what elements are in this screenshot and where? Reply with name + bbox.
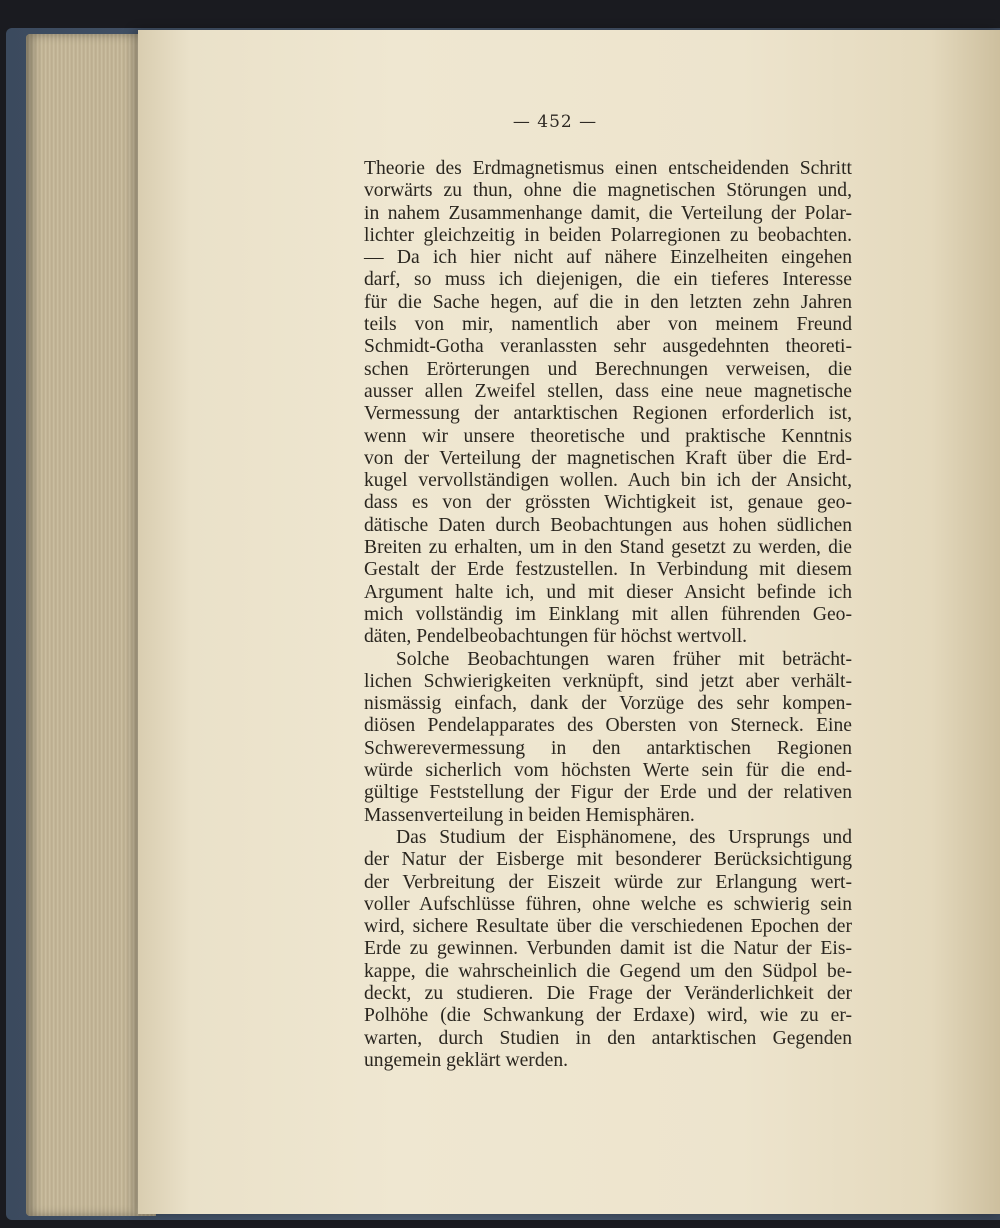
text-line: schen Erörterungen und Berechnungen verweisen, die	[364, 358, 852, 380]
text-line: teils von mir, namentlich aber von meinem Freund	[364, 314, 852, 336]
text-line: Das Studium der Eisphänomene, des Ursprungs und	[396, 826, 852, 848]
text-line: dass es von der grössten Wichtigkeit ist, genaue geo-	[364, 492, 852, 514]
text-line: kugel vervollständigen wollen. Auch bin ich der Ansicht,	[364, 470, 852, 492]
text-line: Argument halte ich, und mit dieser Ansicht befinde ich	[364, 581, 852, 603]
text-line: vorwärts zu thun, ohne die magnetischen Störungen und,	[364, 180, 852, 202]
text-line: wenn wir unsere theoretische und praktische Kenntnis	[364, 425, 852, 447]
body-text	[364, 158, 852, 1072]
text-line: in nahem Zusammenhange damit, die Verteilung der Polar-	[364, 202, 852, 224]
text-line: gültige Feststellung der Figur der Erde und der relativen	[364, 782, 852, 804]
text-line: Gestalt der Erde festzustellen. In Verbindung mit diesem	[364, 559, 852, 581]
text-line: Massenverteilung in beiden Hemisphären.	[364, 804, 695, 826]
text-line: kappe, die wahrscheinlich die Gegend um den Südpol be-	[364, 960, 852, 982]
text-line: ausser allen Zweifel stellen, dass eine neue magnetische	[364, 380, 852, 402]
text-line: mich vollständig im Einklang mit allen führenden Geo-	[364, 603, 852, 625]
text-line: däten, Pendelbeobachtungen für höchst wertvoll.	[364, 626, 748, 648]
text-line: Vermessung der antarktischen Regionen erforderlich ist,	[364, 403, 852, 425]
text-line: diösen Pendelapparates des Obersten von Sterneck. Eine	[364, 715, 852, 737]
text-line: voller Aufschlüsse führen, ohne welche es schwierig sein	[364, 893, 852, 915]
text-line: ungemein geklärt werden.	[364, 1049, 569, 1071]
text-line: darf, so muss ich diejenigen, die ein tieferes Interesse	[364, 269, 852, 291]
page-number: — 452 —	[512, 112, 598, 132]
text-line: Theorie des Erdmagnetismus einen entscheidenden Schritt	[364, 158, 852, 179]
text-line: — Da ich hier nicht auf nähere Einzelheiten eingehen	[364, 247, 852, 269]
text-line: lichter gleichzeitig in beiden Polarregionen zu beobachten.	[364, 224, 852, 246]
page-edges	[26, 34, 156, 1216]
text-line: nismässig einfach, dank der Vorzüge des sehr kompen-	[364, 693, 852, 715]
text-line: würde sicherlich vom höchsten Werte sein für die end-	[364, 760, 852, 782]
text-line: für die Sache hegen, auf die in den letzten zehn Jahren	[364, 291, 852, 313]
text-line: wird, sichere Resultate über die verschiedenen Epochen der	[364, 916, 852, 938]
text-line: Polhöhe (die Schwankung der Erdaxe) wird, wie zu er-	[364, 1005, 852, 1027]
text-line: Erde zu gewinnen. Verbunden damit ist die Natur der Eis-	[364, 938, 852, 960]
text-line: Schwerevermessung in den antarktischen Regionen	[364, 737, 852, 759]
text-line: lichen Schwierigkeiten verknüpft, sind jetzt aber verhält-	[364, 670, 852, 692]
text-line: der Verbreitung der Eiszeit würde zur Erlangung wert-	[364, 871, 852, 893]
text-line: Breiten zu erhalten, um in den Stand gesetzt zu werden, die	[364, 537, 852, 559]
text-line: der Natur der Eisberge mit besonderer Berücksichtigung	[364, 849, 852, 871]
text-line: deckt, zu studieren. Die Frage der Veränderlichkeit der	[364, 982, 852, 1004]
text-line: dätische Daten durch Beobachtungen aus hohen südlichen	[364, 514, 852, 536]
text-line: Solche Beobachtungen waren früher mit beträcht-	[396, 648, 852, 670]
text-line: warten, durch Studien in den antarktischen Gegenden	[364, 1027, 852, 1049]
text-line: Schmidt-Gotha veranlassten sehr ausgedehnten theoreti-	[364, 336, 852, 358]
text-line: von der Verteilung der magnetischen Kraft über die Erd-	[364, 447, 852, 469]
